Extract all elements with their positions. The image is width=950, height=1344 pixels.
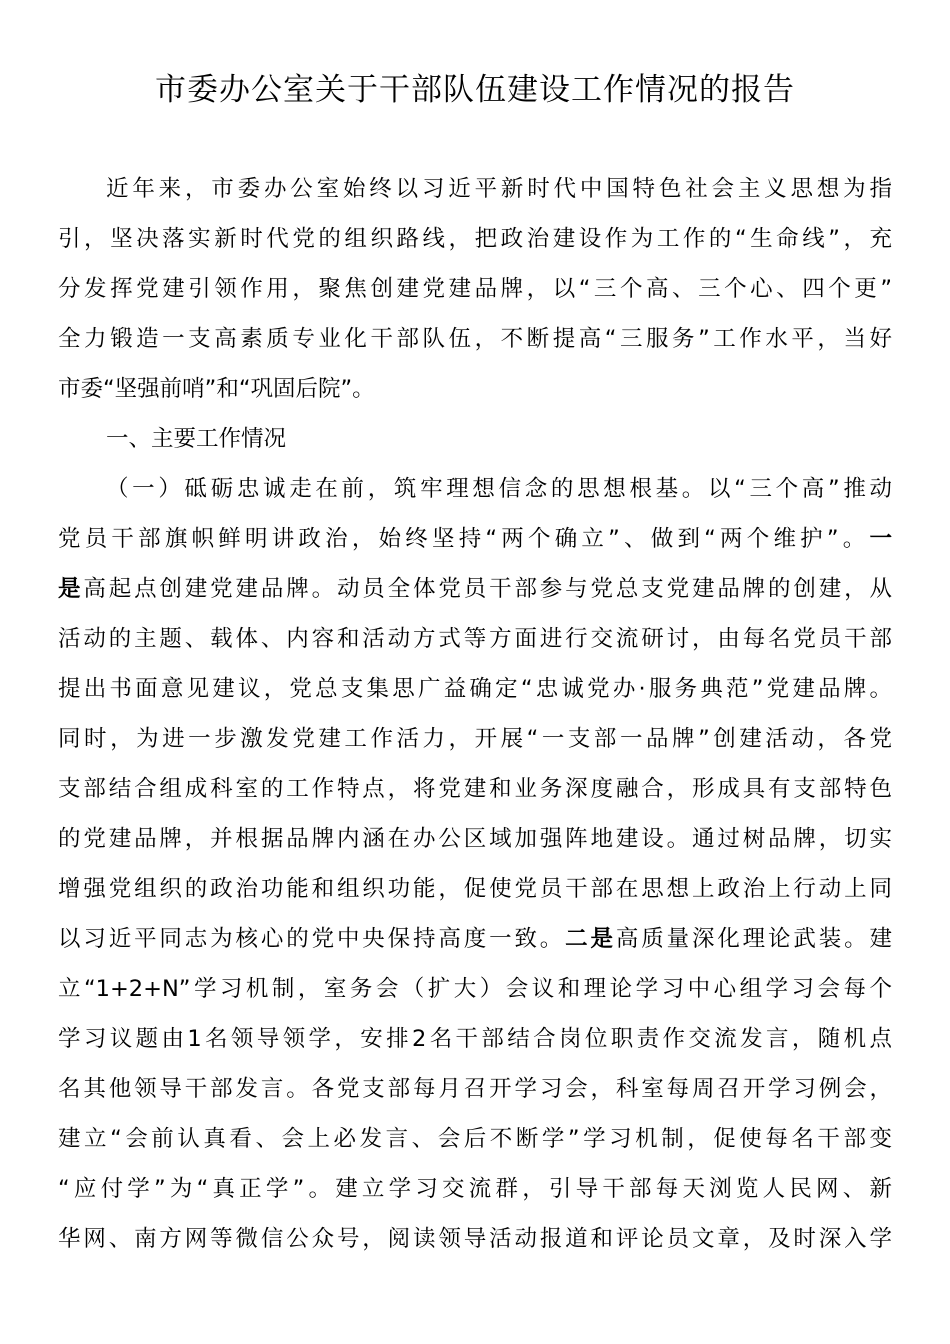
paragraph-line: 的党建品牌，并根据品牌内涵在办公区域加强阵地建设。通过树品牌，切实 <box>58 826 892 852</box>
bold-marker: 一 <box>869 526 892 552</box>
paragraph-line <box>58 564 892 614</box>
paragraph-line: 增强党组织的政治功能和组织功能，促使党员干部在思想上政治上行动上同 <box>58 876 892 902</box>
paragraph-line: 近年来，市委办公室始终以习近平新时代中国特色社会主义思想为指 <box>106 176 892 202</box>
paragraph-line: 活动的主题、载体、内容和活动方式等方面进行交流研讨，由每名党员干部 <box>58 626 892 652</box>
paragraph-line: （一）砥砺忠诚走在前，筑牢理想信念的思想根基。以“三个高”推动 <box>106 476 892 502</box>
paragraph-line: 立“1+2+N”学习机制，室务会（扩大）会议和理论学习中心组学习会每个 <box>58 976 892 1002</box>
paragraph-line <box>58 514 892 564</box>
text-run: 党员干部旗帜鲜明讲政治，始终坚持“两个确立”、做到“两个维护”。 <box>58 526 870 552</box>
text-run: 高起点创建党建品牌。动员全体党员干部参与党总支党建品牌的创建，从 <box>83 576 892 602</box>
paragraph-line: 引，坚决落实新时代党的组织路线，把政治建设作为工作的“生命线”，充 <box>58 226 892 252</box>
paragraph-line: 名其他领导干部发言。各党支部每月召开学习会，科室每周召开学习例会， <box>58 1076 892 1102</box>
paragraph-line: “应付学”为“真正学”。建立学习交流群，引导干部每天浏览人民网、新 <box>58 1176 892 1202</box>
paragraph-line: 全力锻造一支高素质专业化干部队伍，不断提高“三服务”工作水平，当好 <box>58 326 892 352</box>
paragraph-line: 同时，为进一步激发党建工作活力，开展“一支部一品牌”创建活动，各党 <box>58 726 892 752</box>
paragraph-line: 市委“坚强前哨”和“巩固后院”。 <box>58 376 375 402</box>
bold-marker: 是 <box>58 576 84 602</box>
text-run: 以习近平同志为核心的党中央保持高度一致。 <box>58 926 566 952</box>
section-heading: 一、主要工作情况 <box>106 426 287 452</box>
document-body <box>58 164 892 1264</box>
paragraph-line: 提出书面意见建议，党总支集思广益确定“忠诚党办·服务典范”党建品牌。 <box>58 676 892 702</box>
paragraph-line: 学习议题由1名领导领学，安排2名干部结合岗位职责作交流发言，随机点 <box>58 1026 892 1052</box>
text-run: 高质量深化理论武装。建 <box>615 926 892 952</box>
paragraph-line: 建立“会前认真看、会上必发言、会后不断学”学习机制，促使每名干部变 <box>58 1126 892 1152</box>
paragraph-line <box>58 914 892 964</box>
paragraph-line: 分发挥党建引领作用，聚焦创建党建品牌，以“三个高、三个心、四个更” <box>58 276 892 302</box>
bold-marker: 二是 <box>565 926 616 952</box>
document-title: 市委办公室关于干部队伍建设工作情况的报告 <box>155 72 795 108</box>
paragraph-line: 支部结合组成科室的工作特点，将党建和业务深度融合，形成具有支部特色 <box>58 776 892 802</box>
paragraph-line: 华网、南方网等微信公众号，阅读领导活动报道和评论员文章，及时深入学 <box>58 1226 892 1252</box>
